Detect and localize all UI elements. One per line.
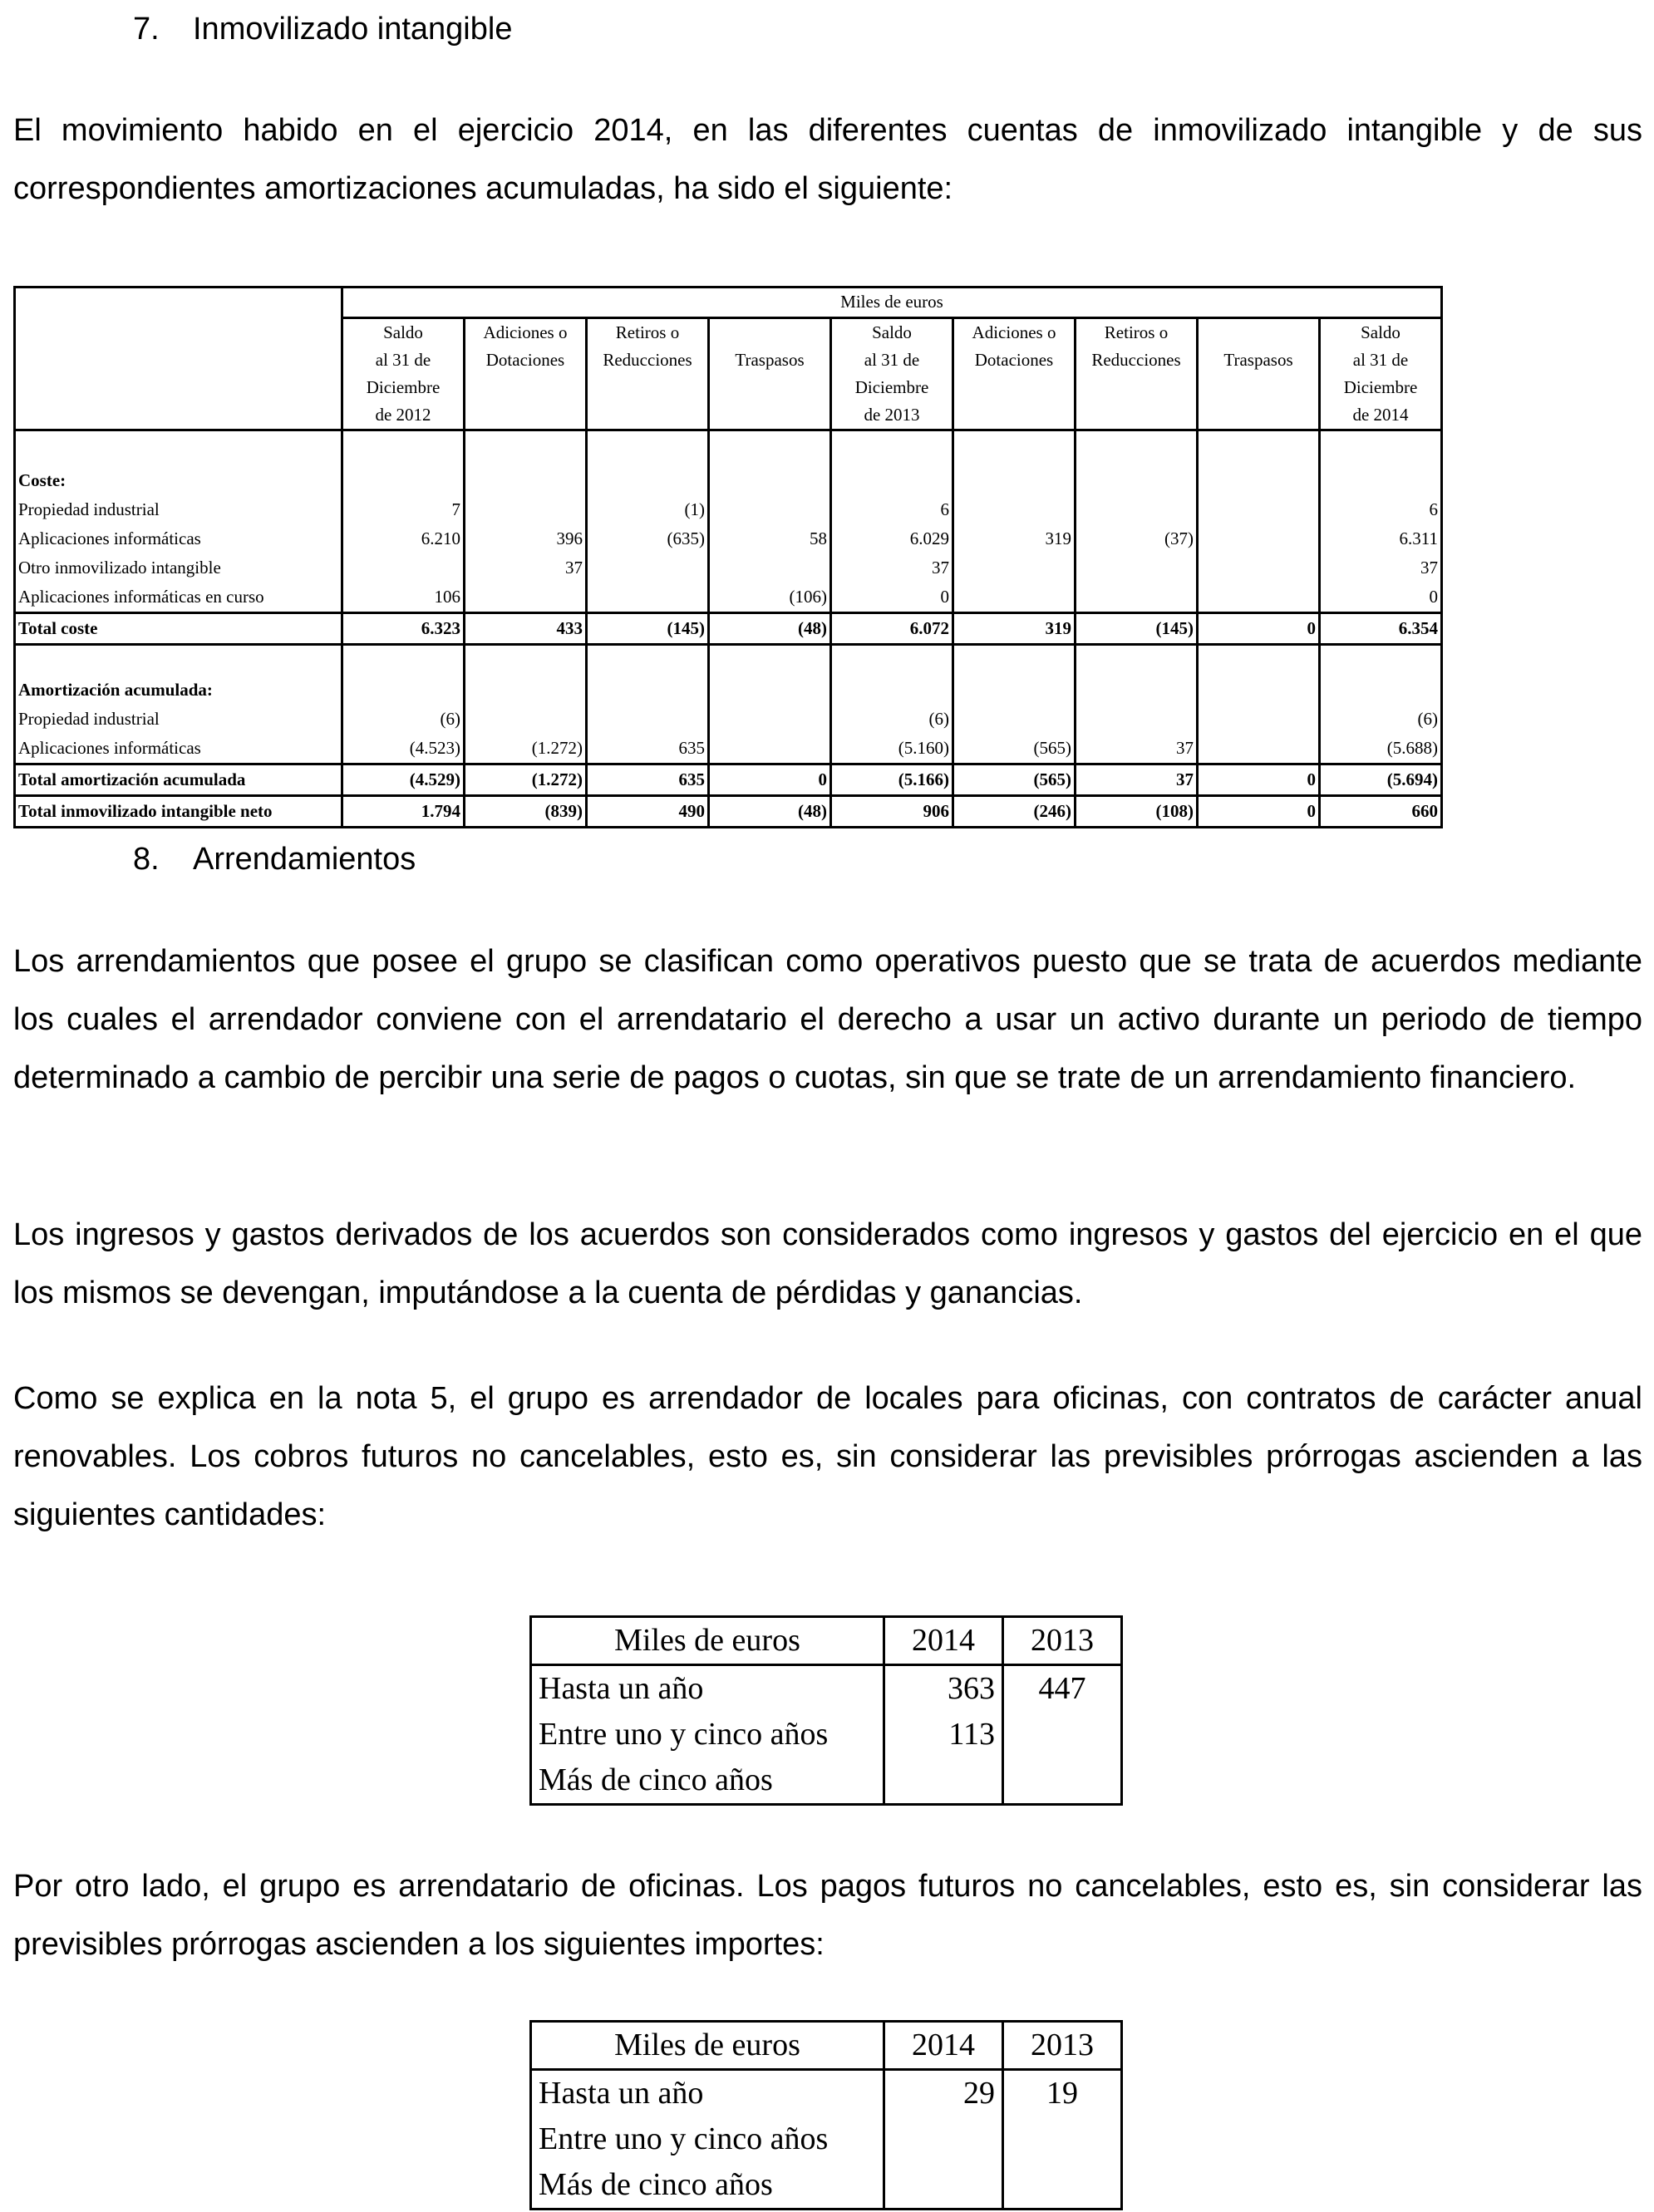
small-table-row xyxy=(531,2070,1122,2117)
table-row xyxy=(15,524,1442,553)
table-cell: 37 xyxy=(1076,764,1198,795)
table-cell xyxy=(1076,676,1198,705)
row-label: Aplicaciones informáticas en curso xyxy=(15,582,342,613)
table-cell xyxy=(709,734,831,764)
small-table-header-cell: Miles de euros xyxy=(531,1617,884,1665)
column-header xyxy=(1076,317,1198,430)
row-label: Amortización acumulada: xyxy=(15,676,342,705)
small-table-value-2014: 29 xyxy=(884,2070,1003,2117)
table-row xyxy=(15,582,1442,613)
row-label: Coste: xyxy=(15,466,342,495)
column-header-line: Saldo xyxy=(1361,322,1400,342)
header-label-cell xyxy=(15,317,342,430)
table-cell xyxy=(709,495,831,524)
table-cell xyxy=(709,705,831,734)
small-table-row xyxy=(531,1712,1122,1757)
table-cell: 6.029 xyxy=(831,524,953,553)
small-table-value-2014 xyxy=(884,1757,1003,1805)
small-table-value-2013 xyxy=(1003,2116,1122,2162)
table-cell: 37 xyxy=(1320,553,1442,582)
row-label xyxy=(15,644,342,676)
row-label: Total inmovilizado intangible neto xyxy=(15,795,342,827)
table-cell xyxy=(1198,734,1320,764)
table-cell xyxy=(709,430,831,466)
small-table-row-label: Entre uno y cinco años xyxy=(531,1712,884,1757)
table-cell: (246) xyxy=(953,795,1076,827)
row-label xyxy=(15,430,342,466)
small-table-row-label: Más de cinco años xyxy=(531,2162,884,2210)
table-cell xyxy=(953,553,1076,582)
table-cell xyxy=(1320,466,1442,495)
column-header-line: al 31 de xyxy=(864,349,920,370)
small-table-value-2014: 113 xyxy=(884,1712,1003,1757)
column-header-line: de 2012 xyxy=(375,404,431,425)
table-row xyxy=(15,466,1442,495)
table-cell xyxy=(1198,644,1320,676)
table-cell xyxy=(465,430,587,466)
column-header-line: Traspasos xyxy=(1223,349,1293,370)
table-cell xyxy=(587,582,709,613)
table-cell: 6.311 xyxy=(1320,524,1442,553)
table-cell: 0 xyxy=(1198,612,1320,644)
table-cell: 319 xyxy=(953,612,1076,644)
small-table-header-row xyxy=(531,1617,1122,1665)
table-cell: (4.529) xyxy=(342,764,465,795)
table-cell xyxy=(342,676,465,705)
column-header-line: Reducciones xyxy=(1091,349,1181,370)
table-cell: 6 xyxy=(831,495,953,524)
column-header xyxy=(709,317,831,430)
table-cell: 660 xyxy=(1320,795,1442,827)
table-cell: 490 xyxy=(587,795,709,827)
table-cell xyxy=(1076,582,1198,613)
column-header-line: Traspasos xyxy=(735,349,805,370)
table-cell: (1.272) xyxy=(465,764,587,795)
table-cell xyxy=(587,705,709,734)
column-header-line: al 31 de xyxy=(1352,349,1409,370)
table-cell xyxy=(1076,466,1198,495)
table-cell xyxy=(342,430,465,466)
table-cell: 0 xyxy=(1320,582,1442,613)
column-header-line: Diciembre xyxy=(854,376,929,397)
column-header-line: Saldo xyxy=(383,322,423,342)
table-cell xyxy=(1320,676,1442,705)
column-header-line xyxy=(468,401,583,429)
column-header-line xyxy=(712,401,827,429)
table-cell: (6) xyxy=(342,705,465,734)
section-8-number: 8. xyxy=(133,842,160,877)
row-label: Total coste xyxy=(15,612,342,644)
small-table-header-cell: 2014 xyxy=(884,1617,1003,1665)
table-cell xyxy=(465,495,587,524)
row-label: Propiedad industrial xyxy=(15,705,342,734)
table-cell xyxy=(465,676,587,705)
table-cell xyxy=(1198,553,1320,582)
leases-paragraph-1: Los arrendamientos que posee el grupo se clasifican como operativos puesto que se trata de acuerdos mediante los cuales el arrendador conviene con el arrendatario el derecho a usar un activo durante un periodo de tiempo determinado a cambio de percibir una serie de pagos o cuotas, sin que se trate de un arrendamiento financiero. xyxy=(13,944,1642,1095)
small-table-row xyxy=(531,1665,1122,1713)
table-cell: 106 xyxy=(342,582,465,613)
small-table-value-2014 xyxy=(884,2116,1003,2162)
table-cell: 6.354 xyxy=(1320,612,1442,644)
table-cell xyxy=(587,644,709,676)
table-row xyxy=(15,734,1442,764)
table-cell xyxy=(831,466,953,495)
small-table-row xyxy=(531,2162,1122,2210)
table-cell: (48) xyxy=(709,612,831,644)
table-cell: 6.210 xyxy=(342,524,465,553)
table-cell xyxy=(1198,495,1320,524)
small-table-value-2013 xyxy=(1003,1757,1122,1805)
small-table-row-label: Entre uno y cinco años xyxy=(531,2116,884,2162)
leases-paragraph-3: Como se explica en la nota 5, el grupo es arrendador de locales para oficinas, con contratos de carácter anual renovables. Los cobros futuros no cancelables, esto es, sin considerar las previsibles prórrogas ascienden a las siguientes cantidades: xyxy=(13,1381,1642,1532)
table-cell: (5.688) xyxy=(1320,734,1442,764)
column-header-line xyxy=(1079,374,1194,401)
table-cell xyxy=(342,553,465,582)
table-cell xyxy=(953,676,1076,705)
table-cell: (145) xyxy=(1076,612,1198,644)
column-header-line: Diciembre xyxy=(366,376,441,397)
table-row xyxy=(15,612,1442,644)
leases-paragraph-4: Por otro lado, el grupo es arrendatario de oficinas. Los pagos futuros no cancelables, esto es, sin considerar las previsibles prórrogas ascienden a los siguientes importes: xyxy=(13,1869,1642,1962)
table-cell: (839) xyxy=(465,795,587,827)
small-table-header-cell: Miles de euros xyxy=(531,2022,884,2070)
small-table-row-label: Hasta un año xyxy=(531,1665,884,1713)
column-header-line: Retiros o xyxy=(615,322,680,342)
table-cell xyxy=(342,466,465,495)
table-cell: 0 xyxy=(709,764,831,795)
table-cell xyxy=(1076,553,1198,582)
column-header-line: Dotaciones xyxy=(485,349,565,370)
table-cell xyxy=(1076,644,1198,676)
column-header-line: Diciembre xyxy=(1343,376,1418,397)
table-cell: (1.272) xyxy=(465,734,587,764)
column-header-line xyxy=(1201,401,1316,429)
table-cell: (5.166) xyxy=(831,764,953,795)
table-cell: 0 xyxy=(1198,795,1320,827)
table-cell xyxy=(1076,430,1198,466)
table-cell: (565) xyxy=(953,734,1076,764)
table-cell xyxy=(465,582,587,613)
section-8-heading xyxy=(133,842,416,877)
header-corner-cell xyxy=(15,288,342,318)
table-cell xyxy=(587,676,709,705)
column-header-line xyxy=(712,319,827,347)
row-label: Total amortización acumulada xyxy=(15,764,342,795)
section-8-title: Arrendamientos xyxy=(193,842,416,877)
table-row xyxy=(15,676,1442,705)
row-label: Propiedad industrial xyxy=(15,495,342,524)
table-cell: 37 xyxy=(1076,734,1198,764)
column-header-line: Retiros o xyxy=(1104,322,1169,342)
table-cell xyxy=(953,644,1076,676)
table-cell: (6) xyxy=(1320,705,1442,734)
unit-header: Miles de euros xyxy=(342,288,1442,318)
small-table-header-cell: 2013 xyxy=(1003,1617,1122,1665)
table-cell xyxy=(587,430,709,466)
column-header-line: de 2013 xyxy=(864,404,920,425)
table-cell xyxy=(1198,582,1320,613)
table-cell xyxy=(953,466,1076,495)
table-row xyxy=(15,795,1442,827)
column-header xyxy=(465,317,587,430)
small-table-header-row xyxy=(531,2022,1122,2070)
table-cell xyxy=(709,466,831,495)
column-header xyxy=(342,317,465,430)
column-header-line: Saldo xyxy=(872,322,912,342)
table-row xyxy=(15,553,1442,582)
table-cell xyxy=(1320,430,1442,466)
table-cell: (635) xyxy=(587,524,709,553)
small-table-row xyxy=(531,1757,1122,1805)
section-7-heading xyxy=(133,12,512,47)
table-cell xyxy=(342,644,465,676)
section-7-number: 7. xyxy=(133,12,160,47)
table-row xyxy=(15,705,1442,734)
column-header-line: Adiciones o xyxy=(483,322,568,342)
column-header-line: Dotaciones xyxy=(974,349,1054,370)
column-header-line: de 2014 xyxy=(1352,404,1409,425)
column-header-line xyxy=(590,401,705,429)
column-header xyxy=(1198,317,1320,430)
table-cell: (48) xyxy=(709,795,831,827)
table-cell xyxy=(831,676,953,705)
table-cell xyxy=(1198,430,1320,466)
table-cell: 37 xyxy=(831,553,953,582)
small-table-value-2013 xyxy=(1003,1712,1122,1757)
table-cell xyxy=(465,705,587,734)
table-cell: 319 xyxy=(953,524,1076,553)
column-header-line: al 31 de xyxy=(375,349,431,370)
small-table-value-2013: 447 xyxy=(1003,1665,1122,1713)
table-cell xyxy=(1198,705,1320,734)
table-row xyxy=(15,644,1442,676)
column-header-line xyxy=(957,374,1071,401)
table-cell xyxy=(709,644,831,676)
table-cell: 7 xyxy=(342,495,465,524)
table-cell: 635 xyxy=(587,764,709,795)
table-cell xyxy=(953,495,1076,524)
small-table-value-2013: 19 xyxy=(1003,2070,1122,2117)
table-cell: 635 xyxy=(587,734,709,764)
table-cell xyxy=(1320,644,1442,676)
table-row xyxy=(15,430,1442,466)
table-cell: (565) xyxy=(953,764,1076,795)
table-row xyxy=(15,764,1442,795)
table-cell: (1) xyxy=(587,495,709,524)
table-cell xyxy=(709,676,831,705)
table-cell: (106) xyxy=(709,582,831,613)
table-cell xyxy=(1198,676,1320,705)
table-cell: 6.072 xyxy=(831,612,953,644)
table-cell: 433 xyxy=(465,612,587,644)
table-cell: 0 xyxy=(831,582,953,613)
table-cell xyxy=(1198,524,1320,553)
table-cell xyxy=(1198,466,1320,495)
intangible-movement-table xyxy=(13,286,1443,828)
column-header-line: Reducciones xyxy=(603,349,692,370)
small-table-row xyxy=(531,2116,1122,2162)
column-header-line xyxy=(468,374,583,401)
table-cell xyxy=(587,553,709,582)
table-cell xyxy=(465,644,587,676)
row-label: Aplicaciones informáticas xyxy=(15,524,342,553)
column-header-line xyxy=(712,374,827,401)
table-cell xyxy=(1076,705,1198,734)
table-cell xyxy=(465,466,587,495)
section-7-title: Inmovilizado intangible xyxy=(193,12,513,47)
table-cell: 6.323 xyxy=(342,612,465,644)
column-header-line xyxy=(590,374,705,401)
future-payments-table xyxy=(529,2020,1123,2210)
small-table-header-cell: 2014 xyxy=(884,2022,1003,2070)
column-header xyxy=(831,317,953,430)
small-table-value-2014: 363 xyxy=(884,1665,1003,1713)
column-header xyxy=(587,317,709,430)
column-header-line: Adiciones o xyxy=(972,322,1056,342)
table-cell: (6) xyxy=(831,705,953,734)
table-cell: 1.794 xyxy=(342,795,465,827)
table-cell xyxy=(953,705,1076,734)
small-table-row-label: Hasta un año xyxy=(531,2070,884,2117)
table-cell: (4.523) xyxy=(342,734,465,764)
table-cell xyxy=(709,553,831,582)
table-cell xyxy=(587,466,709,495)
column-header xyxy=(953,317,1076,430)
row-label: Aplicaciones informáticas xyxy=(15,734,342,764)
table-cell: 58 xyxy=(709,524,831,553)
table-cell: 37 xyxy=(465,553,587,582)
future-receipts-table xyxy=(529,1615,1123,1806)
table-row xyxy=(15,495,1442,524)
table-cell: (108) xyxy=(1076,795,1198,827)
small-table-value-2013 xyxy=(1003,2162,1122,2210)
table-cell: 6 xyxy=(1320,495,1442,524)
table-cell: (5.694) xyxy=(1320,764,1442,795)
small-table-value-2014 xyxy=(884,2162,1003,2210)
table-cell: (145) xyxy=(587,612,709,644)
leases-paragraph-2: Los ingresos y gastos derivados de los acuerdos son considerados como ingresos y gastos del ejercicio en el que los mismos se devengan, imputándose a la cuenta de pérdidas y ganancias. xyxy=(13,1217,1642,1310)
column-header-line xyxy=(1201,319,1316,347)
small-table-header-cell: 2013 xyxy=(1003,2022,1122,2070)
column-header-line xyxy=(1079,401,1194,429)
table-cell: (37) xyxy=(1076,524,1198,553)
row-label: Otro inmovilizado intangible xyxy=(15,553,342,582)
section-7-intro: El movimiento habido en el ejercicio 2014, en las diferentes cuentas de inmovilizado intangible y de sus correspondientes amortizaciones acumuladas, ha sido el siguiente: xyxy=(13,113,1642,206)
table-cell: 906 xyxy=(831,795,953,827)
table-cell: 396 xyxy=(465,524,587,553)
table-cell: (5.160) xyxy=(831,734,953,764)
column-header-line xyxy=(957,401,1071,429)
small-table-row-label: Más de cinco años xyxy=(531,1757,884,1805)
table-cell xyxy=(831,644,953,676)
table-cell xyxy=(953,582,1076,613)
table-cell xyxy=(1076,495,1198,524)
column-header-line xyxy=(1201,374,1316,401)
table-cell: 0 xyxy=(1198,764,1320,795)
table-cell xyxy=(953,430,1076,466)
column-header xyxy=(1320,317,1442,430)
table-cell xyxy=(831,430,953,466)
